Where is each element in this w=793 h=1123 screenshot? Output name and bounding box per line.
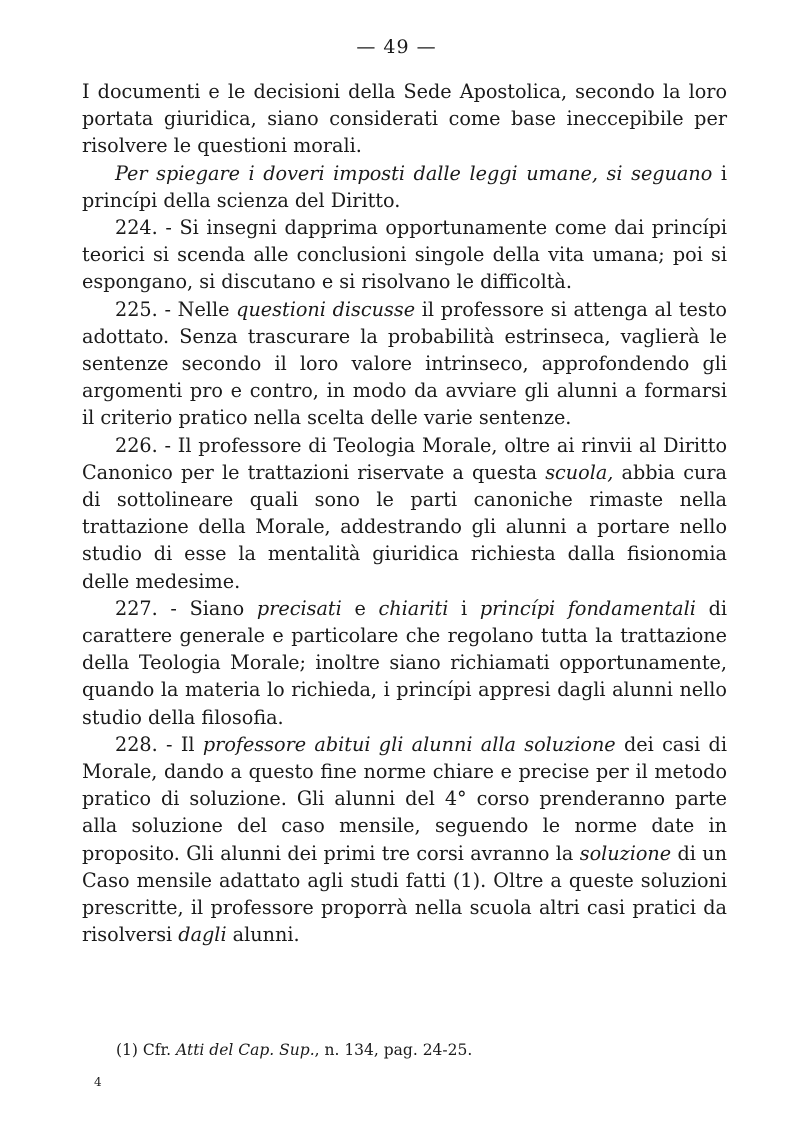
footnote-source: Atti del Cap. Sup. [176, 1041, 315, 1059]
text-run: 225. - Nelle [115, 297, 237, 321]
paragraph [82, 78, 727, 160]
footnote-prefix: (1) Cfr. [116, 1041, 177, 1059]
text-run: e [341, 596, 379, 620]
paragraph-224 [82, 214, 727, 296]
text-run: di carattere generale e particolare che regolano tutta la trattazione della Teologia Morale; inoltre siano richiamati opportunamente, quando la materia lo richieda, i princípi appresi dagli alunni nello studio della filosofia. [82, 596, 728, 729]
page-number: — 49 — [356, 36, 437, 58]
paragraph-226 [82, 432, 727, 595]
italic-text-run: questioni discusse [236, 297, 416, 321]
italic-text-run: Per spiegare i doveri imposti dalle leggi umane, si seguano [115, 161, 713, 185]
text-run: i princípi della scienza del Diritto. [82, 161, 727, 212]
text-run: alunni. [226, 923, 300, 947]
italic-text-run: dagli [178, 923, 227, 947]
text-run: 226. - Il professore di Teologia Morale, oltre ai rinvii al Diritto Canonico per le trattazioni riservate a questa [82, 433, 727, 484]
paragraph-227 [82, 595, 727, 731]
italic-text-run: scuola, [545, 460, 614, 484]
paragraph [82, 160, 727, 214]
italic-text-run: precisati [256, 596, 342, 620]
text-run: i [448, 596, 480, 620]
footnote-suffix: , n. 134, pag. 24-25. [314, 1041, 473, 1059]
italic-text-run: soluzione [579, 841, 672, 865]
text-run: dei casi di Morale, dando a questo fine norme chiare e precise per il metodo pratico di soluzione. Gli alunni del 4° corso prenderanno parte alla soluzione del caso mensile, seguendo le norme date in proposito. Gli alunni dei primi tre corsi avranno la [82, 732, 727, 865]
italic-text-run: princípi fondamentali [479, 596, 696, 620]
paragraph-225 [82, 296, 727, 432]
italic-text-run: chiariti [378, 596, 449, 620]
bottom-mark: 4 [94, 1075, 102, 1089]
paragraph-228 [82, 731, 727, 949]
text-run: 228. - Il [115, 732, 203, 756]
footnote [116, 1040, 736, 1060]
text-run: 227. - Siano [115, 596, 257, 620]
body-text [82, 78, 727, 949]
text-run: I documenti e le decisioni della Sede Apostolica, secondo la loro portata giuridica, siano considerati come base ineccepibile per risolvere le questioni morali. [82, 80, 727, 158]
text-run: 224. - Si insegni dapprima opportunamente come dai princípi teorici si scenda alle conclusioni singole della vita umana; poi si espongano, si discutano e si risolvano le difficoltà. [82, 216, 727, 294]
text-run: il professore si attenga al testo adottato. Senza trascurare la probabilità estrinseca, vaglierà le sentenze secondo il loro valore intrinseco, approfondendo gli argomenti pro e contro, in modo da avviare gli alunni a formarsi il criterio pratico nella scelta delle varie sentenze. [82, 297, 727, 430]
text-run: abbia cura di sottolineare quali sono le parti canoniche rimaste nella trattazione della Morale, addestrando gli alunni a portare nello studio di esse la mentalità giuridica richiesta dalla fisionomia delle medesime. [82, 460, 727, 593]
text-run: di un Caso mensile adattato agli studi fatti (1). Oltre a queste soluzioni prescritte, il professore proporrà nella scuola altri casi pratici da risolversi [82, 841, 728, 947]
italic-text-run: professore abitui gli alunni alla soluzione [202, 732, 616, 756]
